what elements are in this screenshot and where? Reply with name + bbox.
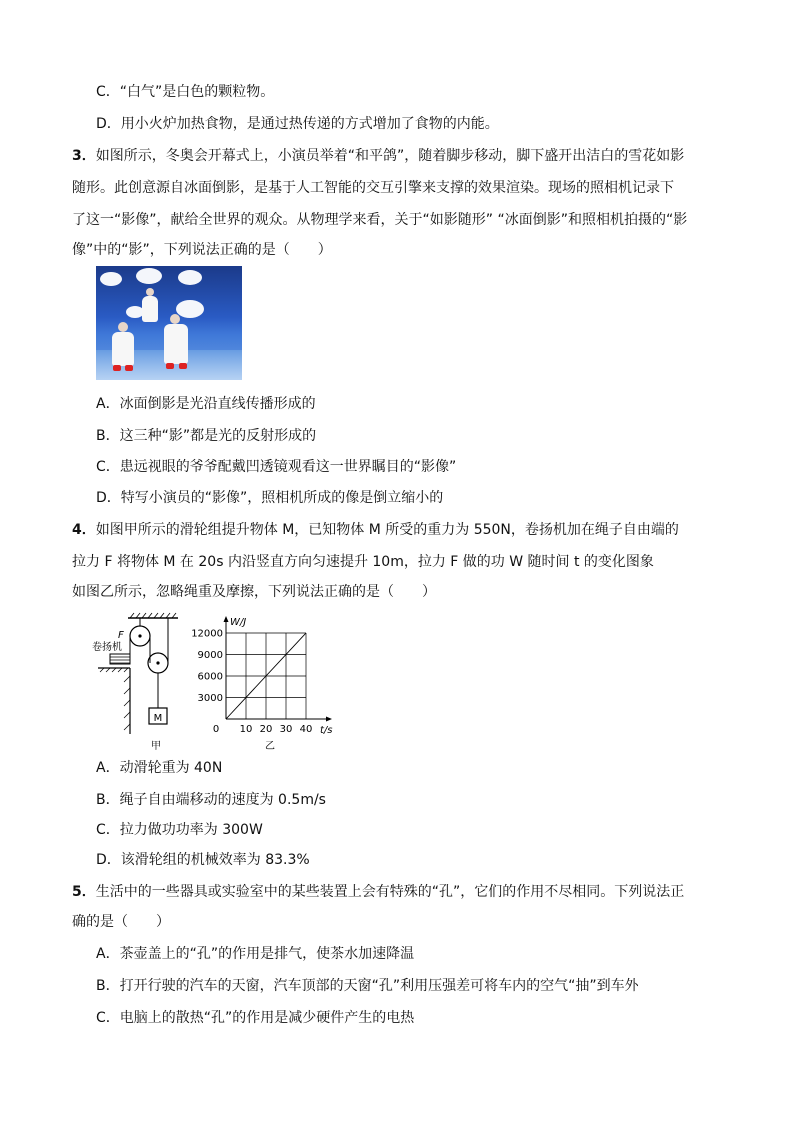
q3-stem-line-3: 了这一“影像”，献给全世界的观众。从物理学来看，关于“如影随形” “冰面倒影”和照相机拍摄的“影 [72, 212, 688, 228]
q3-stem-line-2: 随形。此创意源自冰面倒影，是基于人工智能的交互引擎来支撑的效果渲染。现场的照相机记录下 [72, 180, 674, 196]
performer-shoe [125, 365, 133, 371]
q2-option-d: D．用小火炉加热食物，是通过热传递的方式增加了食物的内能。 [96, 116, 499, 132]
performer-shoe [166, 363, 174, 369]
q5-stem-line-1 [72, 882, 684, 902]
x-tick-label: 10 [239, 724, 253, 735]
performer-left [112, 332, 134, 366]
q5-stem-line-2: 确的是（ ） [72, 914, 170, 930]
q5-option-a: A．茶壶盖上的“孔”的作用是排气，使茶水加速降温 [96, 946, 415, 962]
q3-option-d: D．特写小演员的“影像”，照相机所成的像是倒立缩小的 [96, 490, 444, 506]
q3-option-b: B．这三种“影”都是光的反射形成的 [96, 428, 317, 444]
performer-head [146, 288, 154, 296]
ceiling-hatch [130, 613, 176, 618]
q4-stem-line-1 [72, 520, 679, 540]
q4-option-b: B．绳子自由端移动的速度为 0.5m/s [96, 792, 326, 808]
x-axis-label: t/s [320, 725, 333, 736]
performer-head [170, 314, 180, 324]
performer-shoe [179, 363, 187, 369]
y-tick-label: 9000 [197, 650, 223, 661]
dove-prop [176, 300, 204, 318]
winch-label: 卷扬机 [92, 642, 122, 653]
x-axis-arrow [326, 717, 332, 722]
platform-hatch [100, 668, 130, 730]
y-tick-label: 12000 [191, 628, 223, 640]
q3-text-1: 如图所示，冬奥会开幕式上，小演员举着“和平鸽”，随着脚步移动，脚下盛开出洁白的雪花如影 [95, 148, 685, 164]
x-tick-label: 40 [299, 724, 313, 735]
pulley-diagram [92, 613, 178, 752]
performer-head [118, 322, 128, 332]
q3-stem-line-4: 像”中的“影”，下列说法正确的是（ ） [72, 242, 332, 258]
q4-option-c: C．拉力做功功率为 300W [96, 822, 263, 838]
q2-option-c: C．“白气”是白色的颗粒物。 [96, 84, 275, 100]
dove-prop [178, 270, 202, 285]
q4-text-1: 如图甲所示的滑轮组提升物体 M，已知物体 M 所受的重力为 550N，卷扬机加在绳子自由端的 [95, 522, 679, 538]
q4-stem-line-2: 拉力 F 将物体 M 在 20s 内沿竖直方向匀速提升 10m，拉力 F 做的功 W 随时间 t 的变化图象 [72, 554, 654, 570]
q4-option-a: A．动滑轮重为 40N [96, 760, 223, 776]
performer-right [164, 324, 188, 364]
q4-stem-line-3: 如图乙所示，忽略绳重及摩擦，下列说法正确的是（ ） [72, 584, 436, 600]
x-tick-label: 20 [259, 724, 273, 735]
force-label: F [118, 630, 124, 641]
x-tick-label: 30 [279, 724, 293, 735]
q5-option-c: C．电脑上的散热“孔”的作用是减少硬件产生的电热 [96, 1010, 415, 1026]
y-axis-arrow [224, 616, 229, 622]
q5-option-b: B．打开行驶的汽车的天窗，汽车顶部的天窗“孔”利用压强差可将车内的空气“抽”到车外 [96, 978, 639, 994]
q5-text-1: 生活中的一些器具或实验室中的某些装置上会有特殊的“孔”，它们的作用不尽相同。下列说法正 [95, 884, 685, 900]
y-tick-label: 3000 [197, 693, 223, 704]
q3-option-c: C．患远视眼的爷爷配戴凹透镜观看这一世界瞩目的“影像” [96, 459, 457, 475]
q5-number: 5． [72, 884, 96, 900]
caption-yi: 乙 [265, 741, 275, 752]
y-tick-label: 6000 [197, 671, 223, 683]
caption-jia: 甲 [151, 741, 161, 752]
x-tick-label: 0 [212, 724, 220, 735]
q3-option-a: A．冰面倒影是光沿直线传播形成的 [96, 396, 316, 412]
q4-number: 4． [72, 522, 96, 538]
q4-figure [88, 612, 348, 757]
object-m-label: M [153, 713, 163, 724]
q3-stem-line-1 [72, 146, 684, 166]
dove-prop [136, 268, 162, 284]
w-t-graph [191, 616, 332, 752]
performer-back [142, 296, 158, 322]
y-axis-label: W/J [230, 617, 247, 628]
q4-option-d: D．该滑轮组的机械效率为 83.3% [96, 852, 310, 868]
q3-photo-performers [96, 266, 242, 380]
dove-prop [100, 272, 122, 286]
winch [110, 654, 130, 664]
performer-shoe [113, 365, 121, 371]
q3-number: 3． [72, 148, 96, 164]
